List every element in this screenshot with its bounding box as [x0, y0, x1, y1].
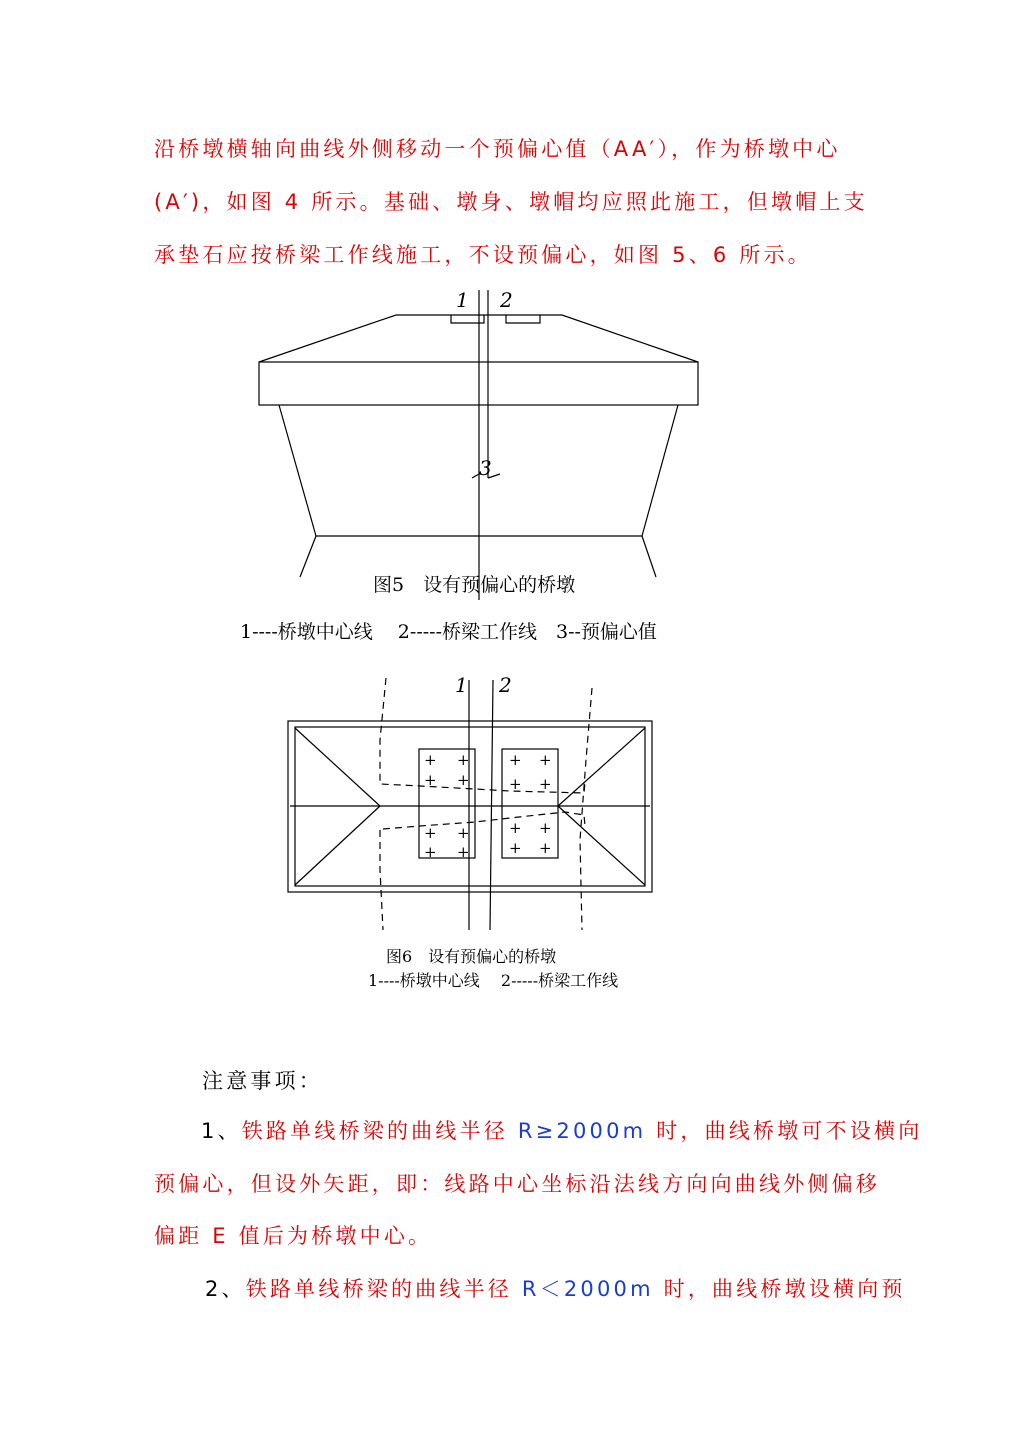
figure6-plus: + [424, 771, 437, 789]
figure6-plus: + [457, 824, 470, 842]
figure6-plus: + [509, 751, 522, 769]
notes-item2-number: 2、 [205, 1277, 246, 1301]
figure6-label-1: 1 [455, 673, 468, 697]
figure6-plus: + [539, 751, 552, 769]
notes-item1-number: 1、 [201, 1119, 242, 1143]
figure5-legend: 1----桥墩中心线 2-----桥梁工作线 3--预偏心值 [240, 621, 657, 643]
figure6-plus: + [457, 751, 470, 769]
paragraph1-line2: (A′)，如图 4 所示。基础、墩身、墩帽均应照此施工，但墩帽上支 [154, 190, 868, 214]
figure6-plus: + [539, 819, 552, 837]
figure6-plus: + [509, 839, 522, 857]
figure5-label-2: 2 [500, 288, 513, 312]
figure6-plus: + [457, 771, 470, 789]
figure6-plus: + [424, 824, 437, 842]
figure6-plus: + [539, 839, 552, 857]
notes-item1-text-a: 铁路单线桥梁的曲线半径 [241, 1119, 518, 1143]
notes-item2-text-a: 铁路单线桥梁的曲线半径 [245, 1277, 522, 1301]
figure6-diagram [0, 660, 1012, 940]
paragraph1-line3: 承垫石应按桥梁工作线施工，不设预偏心，如图 5、6 所示。 [154, 243, 812, 267]
figure6-plus: + [457, 843, 470, 861]
figure6-plus: + [509, 775, 522, 793]
figure6-plus: + [424, 843, 437, 861]
notes-item1-radius: R≥2000m [517, 1119, 647, 1143]
figure6-plus: + [509, 819, 522, 837]
notes-item2-line1 [205, 1273, 906, 1305]
notes-item2-text-b: 时，曲线桥墩设横向预 [653, 1277, 906, 1301]
notes-item1-line3: 偏距 E 值后为桥墩中心。 [154, 1224, 433, 1248]
figure5-diagram [0, 0, 1012, 640]
notes-heading: 注意事项： [202, 1069, 323, 1093]
notes-item1-line2: 预偏心，但设外矢距，即：线路中心坐标沿法线方向向曲线外侧偏移 [154, 1172, 880, 1196]
figure5-label-1: 1 [456, 288, 469, 312]
figure6-plus: + [539, 775, 552, 793]
paragraph1-line1: 沿桥墩横轴向曲线外侧移动一个预偏心值（AA′），作为桥墩中心 [154, 137, 841, 161]
figure6-label-2: 2 [499, 673, 512, 697]
figure5-label-3: 3 [479, 456, 492, 480]
figure6-caption: 图6 设有预偏心的桥墩 [386, 947, 557, 966]
notes-item2-radius: R＜2000m [521, 1277, 654, 1301]
figure6-legend: 1----桥墩中心线 2-----桥梁工作线 [368, 971, 619, 990]
figure5-caption: 图5 设有预偏心的桥墩 [373, 574, 576, 596]
figure6-plus: + [424, 751, 437, 769]
notes-item1-text-b: 时，曲线桥墩可不设横向 [646, 1119, 923, 1143]
notes-item1-line1 [201, 1115, 922, 1147]
